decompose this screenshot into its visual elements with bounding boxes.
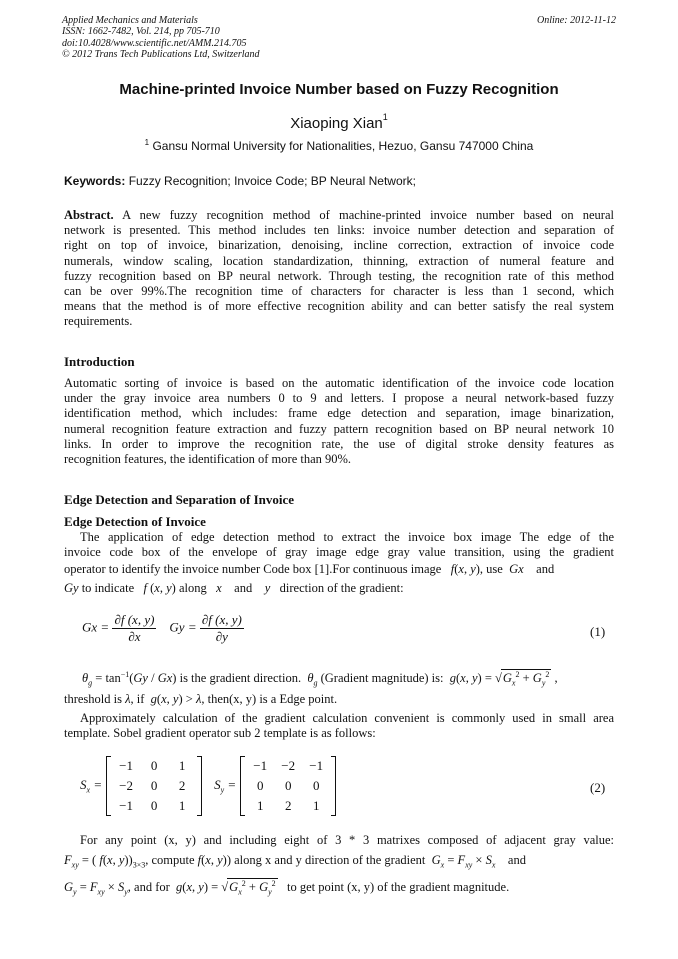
matrix-cell: 0 bbox=[150, 798, 158, 813]
keywords bbox=[64, 174, 416, 188]
edge-line: The application of edge detection method to extract the invoice box image The edge of the bbox=[80, 530, 614, 544]
keywords-label: Keywords: bbox=[64, 174, 126, 188]
final-line-3: $G_y = F_{xy} \times S_y$, and for g(x, $y) = √G_x^2 + G_y^2$ to get point (x, y) of the gradient magnitude. bbox=[64, 879, 510, 897]
intro-line: Automatic sorting of invoice is based on the automatic identification of the invoice code location bbox=[64, 376, 614, 390]
intro-line: recognition features, the identification of more than 90%. bbox=[64, 452, 352, 467]
edge-detection-text bbox=[64, 530, 614, 560]
abstract-line: Abstract. A new fuzzy recognition method of machine-printed invoice number based on neural bbox=[64, 208, 614, 222]
matrix-cell: 1 bbox=[312, 798, 320, 813]
abstract-line: requirements. bbox=[64, 314, 133, 329]
intro-line: under the gray invoice area numbers 0 to 9 and letters. I propose a neural network-based fuzzy bbox=[64, 391, 614, 406]
journal-doi: doi:10.4028/www.scientific.net/AMM.214.705 bbox=[62, 37, 247, 49]
matrix-cell: −2 bbox=[119, 778, 134, 793]
author-name: Xiaoping Xian bbox=[290, 115, 383, 132]
final-text bbox=[64, 833, 614, 848]
subsection-heading: Edge Detection of Invoice bbox=[64, 514, 206, 529]
matrix-cell: −1 bbox=[119, 798, 134, 813]
edge-line: invoice code box of the envelope of gray image edge gray value transition, using the gradient bbox=[64, 545, 614, 560]
journal-copyright: © 2012 Trans Tech Publications Ltd, Switzerland bbox=[62, 48, 260, 60]
author-sup: 1 bbox=[382, 112, 388, 122]
equation-2-number: (2) bbox=[590, 780, 606, 795]
intro-line: numeral recognition feature extraction and fuzzy pattern recognition based on BP neural network 10 bbox=[64, 421, 614, 436]
journal-name: Applied Mechanics and Materials bbox=[62, 15, 198, 26]
matrix-cell: −1 bbox=[253, 758, 268, 773]
journal-issn: ISSN: 1662-7482, Vol. 214, pp 705-710 bbox=[62, 26, 220, 38]
gradient-direction-line: $\theta_g = \tan^{-1}(Gy / Gx)$ is the gradient direction. $\theta_g$ (Gradient magnitude) is: g(x, $y) = √G_x^2 + G_y^2$ , bbox=[82, 670, 558, 688]
edge-line-4: Gy to indicate f (x, y) along x and y direction of the gradient: bbox=[64, 581, 404, 595]
affiliation-text: Gansu Normal University for Nationalities, Hezuo, Gansu 747000 China bbox=[152, 139, 534, 153]
sy-label: $S_y$ = bbox=[214, 777, 237, 795]
matrix-cell: 2 bbox=[284, 798, 292, 813]
affiliation-sup: 1 bbox=[144, 138, 150, 147]
paper-title: Machine-printed Invoice Number based on Fuzzy Recognition bbox=[119, 81, 559, 98]
matrix-cell: 0 bbox=[284, 778, 292, 793]
sx-matrix bbox=[106, 756, 202, 816]
abstract-line: means that the method is of more effective recognition ability and can better satisfy the real system bbox=[64, 299, 614, 314]
intro-line: identification method, which includes: frame edge detection and separation, image binarization, bbox=[64, 406, 614, 421]
matrix-cell: 1 bbox=[178, 798, 186, 813]
matrix-cell: 1 bbox=[178, 758, 186, 773]
abstract-line: can be over 99%.The recognition time of characters for character is less than 1 second, which bbox=[64, 284, 614, 299]
abstract-line: right on top of invoice, binarization, denoising, incline correction, extraction of invoice code bbox=[64, 238, 614, 253]
approx-text bbox=[64, 711, 614, 741]
abstract bbox=[64, 208, 614, 330]
sy-matrix bbox=[240, 756, 336, 816]
threshold-line: threshold is λ, if g(x, y) > λ, then(x, y) is a Edge point. bbox=[64, 692, 338, 706]
approx-line: Approximately calculation of the gradient calculation convenient is commonly used in small area bbox=[80, 711, 614, 725]
introduction-heading: Introduction bbox=[64, 354, 135, 369]
abstract-line: fuzzy recognition based on BP neural network. Through testing, the recognition rate of this method bbox=[64, 268, 614, 283]
affiliation bbox=[0, 138, 678, 153]
keywords-text: Fuzzy Recognition; Invoice Code; BP Neural Network; bbox=[128, 174, 416, 188]
final-line-2: $F_{xy}$ = ( f(x, $y))_{3\times 3}$, compute f(x, y)) along x and y direction of the gradient $G_x = F_{xy} \times S_x$ and bbox=[64, 853, 526, 870]
journal-header bbox=[62, 15, 260, 60]
online-date: Online: 2012-11-12 bbox=[537, 15, 616, 26]
matrix-cell: −1 bbox=[119, 758, 134, 773]
abstract-line: numerals, window scaling, location standardization, thinning, extraction of numeral feature and bbox=[64, 253, 614, 268]
abstract-line: network is presented. This method includes ten links: invoice number detection and separation of bbox=[64, 223, 614, 238]
abstract-label: Abstract. bbox=[64, 208, 114, 222]
final-line: For any point (x, y) and including eight of 3 * 3 matrixes composed of adjacent gray value: bbox=[80, 833, 614, 847]
intro-line: links. In order to improve the recognition rate, the use of digital stroke density features as bbox=[64, 436, 614, 451]
matrix-cell: 1 bbox=[256, 798, 264, 813]
sx-label: $S_x$ = bbox=[80, 777, 103, 795]
equation-2 bbox=[80, 756, 336, 816]
introduction-text bbox=[64, 376, 614, 467]
matrix-cell: −1 bbox=[309, 758, 324, 773]
matrix-cell: 0 bbox=[150, 758, 158, 773]
matrix-cell: 0 bbox=[312, 778, 320, 793]
matrix-cell: 0 bbox=[150, 778, 158, 793]
section-heading: Edge Detection and Separation of Invoice bbox=[64, 492, 295, 507]
matrix-cell: 2 bbox=[178, 778, 186, 793]
matrix-cell: 0 bbox=[256, 778, 264, 793]
equation-1-number: (1) bbox=[590, 624, 606, 639]
matrix-cell: −2 bbox=[281, 758, 296, 773]
equation-1: Gx = $\frac{\partial f (x, y)}{\partial x}$ Gy = $\frac{\partial f (x, y)}{\partial y}$ bbox=[82, 612, 242, 644]
edge-line-3: operator to identify the invoice number Code box [1].For continuous image f(x, y), use Gx and bbox=[64, 562, 555, 576]
author-line bbox=[0, 114, 678, 132]
approx-line: template. Sobel gradient operator sub 2 template is as follows: bbox=[64, 726, 376, 741]
